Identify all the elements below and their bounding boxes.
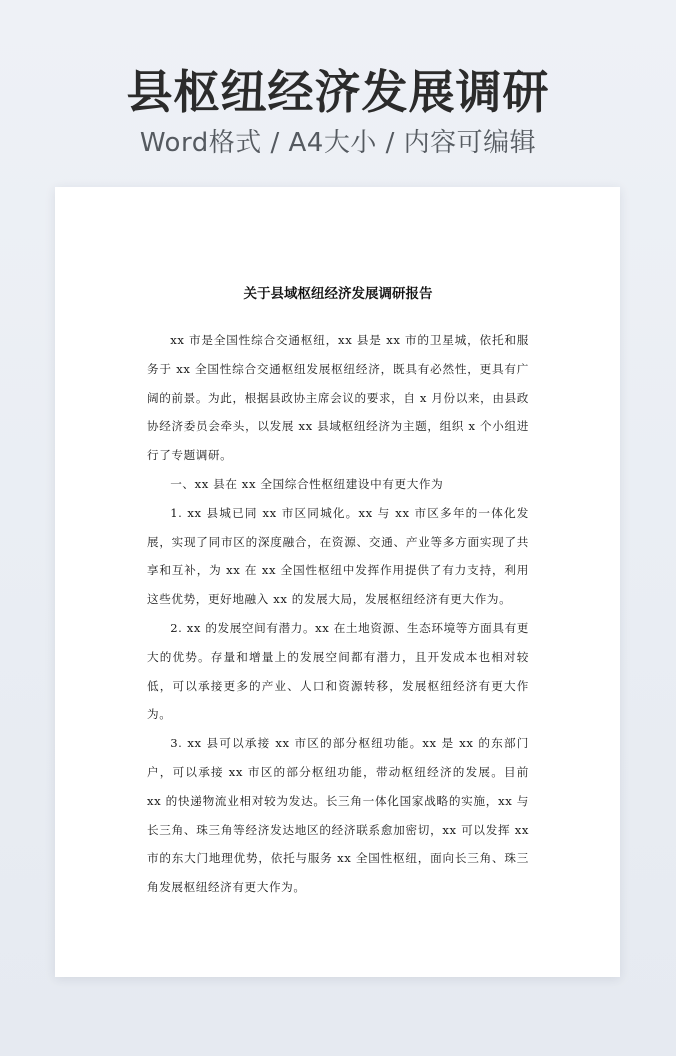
paragraph-intro: xx 市是全国性综合交通枢纽，xx 县是 xx 市的卫星城，依托和服务于 xx 全国性综合交通枢纽发展枢纽经济，既具有必然性，更具有广阔的前景。为此，根据县政协主席会议的要求，自 x 月份以来，由县政协经济委员会牵头，以发展 xx 县域枢纽经济为主题，组织 x 个小组进行了专题调研。 — [147, 333, 529, 463]
paragraph-point-3: 3. xx 县可以承接 xx 市区的部分枢纽功能。xx 是 xx 的东部门户，可以承接 xx 市区的部分枢纽功能，带动枢纽经济的发展。目前 xx 的快递物流业相对较为发达。长三角一体化国家战略的实施，xx 与长三角、珠三角等经济发达地区的经济联系愈加密切，xx 可以发挥 xx 市的东大门地理优势，依托与服务 xx 全国性枢纽，面向长三角、珠三角发展枢纽经济有更大作为。 — [147, 736, 529, 895]
document-title: 关于县域枢纽经济发展调研报告 — [243, 286, 433, 302]
sub-title: Word格式 / A4大小 / 内容可编辑 — [139, 128, 537, 158]
page-header — [0, 62, 676, 160]
paragraph-point-1: 1. xx 县城已同 xx 市区同城化。xx 与 xx 市区多年的一体化发展，实现了同市区的深度融合，在资源、交通、产业等多方面实现了共享和互补，为 xx 在 xx 全国性枢纽中发挥作用提供了有力支持，利用这些优势，更好地融入 xx 的发展大局，发展枢纽经济有更大作为。 — [147, 505, 529, 607]
document-content — [147, 284, 529, 902]
section-heading-1: 一、xx 县在 xx 全国综合性枢纽建设中有更大作为 — [170, 476, 444, 491]
main-title: 县枢纽经济发展调研 — [126, 65, 550, 119]
paragraph-point-2: 2. xx 的发展空间有潜力。xx 在土地资源、生态环境等方面具有更大的优势。存量和增量上的发展空间都有潜力，且开发成本也相对较低，可以承接更多的产业、人口和资源转移，发展枢纽经济有更大作为。 — [147, 620, 529, 722]
document-page — [55, 187, 620, 977]
